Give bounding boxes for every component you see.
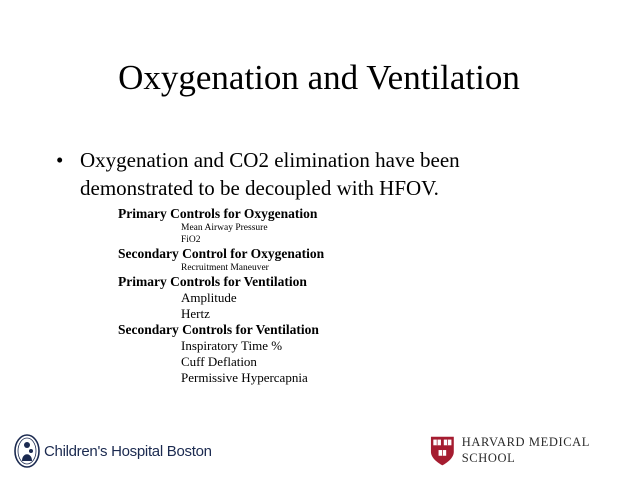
section-heading-secondary-oxygenation: Secondary Control for Oxygenation (118, 246, 325, 261)
item-fio2: FiO2 (181, 235, 201, 245)
slide-title: Oxygenation and Ventilation (118, 58, 520, 97)
bullet-text (80, 146, 560, 202)
item-amplitude: Amplitude (181, 290, 237, 305)
bullet-text-line-2: demonstrated to be decoupled with HFOV. (80, 176, 439, 200)
item-inspiratory-time: Inspiratory Time % (181, 338, 283, 353)
harvard-medical-school-logo (430, 434, 638, 468)
childrens-hospital-logo (14, 433, 212, 469)
harvard-veritas-shield-icon (430, 435, 455, 467)
item-recruitment-maneuver: Recruitment Maneuver (181, 263, 269, 273)
hospital-seal-icon (14, 434, 40, 468)
harvard-medical-school-name (462, 435, 638, 467)
item-cuff-deflation: Cuff Deflation (181, 354, 257, 369)
item-mean-airway-pressure: Mean Airway Pressure (181, 223, 268, 233)
childrens-hospital-name: Children's Hospital Boston (44, 442, 212, 460)
item-permissive-hypercapnia: Permissive Hypercapnia (181, 370, 308, 385)
section-heading-secondary-ventilation: Secondary Controls for Ventilation (118, 322, 319, 337)
controls-list (118, 206, 324, 386)
bullet-text-line-1: Oxygenation and CO2 elimination have been (80, 148, 460, 172)
bullet-marker: • (56, 148, 64, 172)
item-hertz: Hertz (181, 306, 210, 321)
section-heading-primary-ventilation: Primary Controls for Ventilation (118, 274, 307, 289)
harvard-medical-school-name-text: HARVARD MEDICAL SCHOOL (461, 435, 590, 465)
section-heading-primary-oxygenation: Primary Controls for Oxygenation (118, 206, 318, 221)
